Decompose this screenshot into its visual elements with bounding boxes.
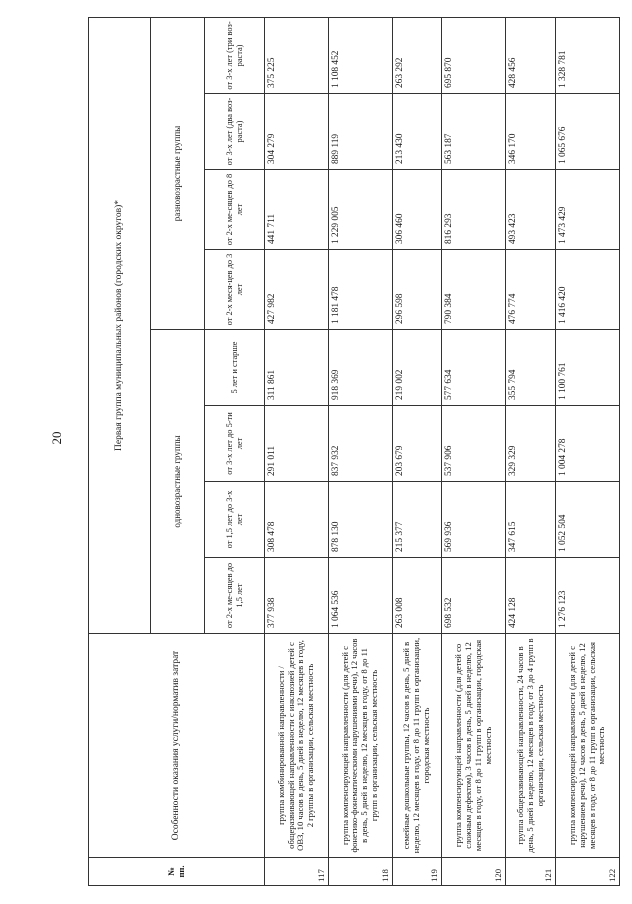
row-value: 213 430 [392,94,442,170]
row-value: 569 936 [442,482,506,558]
row-feature: группа компенсирующей направленности (для детей с нарушением речи), 12 часов в день, 5 дней в неделю, 12 месяцев в году, от 8 до 11 групп в организации, сельская местность [556,634,620,858]
cost-norms-table [88,17,620,886]
row-value: 428 456 [506,17,556,93]
row-value: 1 229 005 [328,170,392,250]
row-value: 790 384 [442,250,506,330]
table-row [328,17,392,885]
col-header: от 2-х ме-сяцев до 8 лет [205,170,265,250]
row-value: 306 460 [392,170,442,250]
row-value: 355 794 [506,330,556,406]
col-header: от 2-х меся-цев до 3 лет [205,250,265,330]
row-value: 1 064 536 [328,558,392,634]
row-value: 878 130 [328,482,392,558]
row-value: 837 932 [328,406,392,482]
row-number: 120 [442,858,506,886]
row-feature: группа комбинированной направленности / общеразвивающей направленности с инклюзией детей с ОВЗ, 10 часов в день, 5 дней в неделю, 12 месяцев в году, 2 группы в организации, сельская местность [265,634,329,858]
row-value: 1 108 452 [328,17,392,93]
table-row [506,17,556,885]
row-value: 219 002 [392,330,442,406]
row-value: 1 052 504 [556,482,620,558]
row-value: 563 187 [442,94,506,170]
table-row [392,17,442,885]
row-feature: группа общеразвивающей направленности, 24 часов в день, 5 дней в неделю, 12 месяцев в году, от 3 до 4 групп в организации, сельская местность [506,634,556,858]
col-header: от 3-х лет (два воз-раста) [205,94,265,170]
row-value: 215 377 [392,482,442,558]
row-value: 375 225 [265,17,329,93]
row-value: 695 870 [442,17,506,93]
header-num: № пп. [89,858,265,886]
table-row [556,17,620,885]
row-value: 329 329 [506,406,556,482]
row-feature: группа компенсирующей направленности (для детей со сложным дефектом), 3 часов в день, 5 дней в неделю, 12 месяцев в году, от 8 до 11 групп в организации, городская местность [442,634,506,858]
row-number: 118 [328,858,392,886]
row-value: 1 100 761 [556,330,620,406]
row-value: 918 369 [328,330,392,406]
row-value: 427 982 [265,250,329,330]
row-value: 377 938 [265,558,329,634]
rotated-table-container [88,18,620,886]
row-number: 117 [265,858,329,886]
row-value: 1 276 123 [556,558,620,634]
row-value: 493 423 [506,170,556,250]
row-value: 203 679 [392,406,442,482]
table-wrapper [88,18,620,886]
row-value: 1 181 478 [328,250,392,330]
row-value: 816 293 [442,170,506,250]
row-number: 122 [556,858,620,886]
row-number: 119 [392,858,442,886]
col-header: от 2-х ме-сяцев до 1,5 лет [205,558,265,634]
row-value: 308 478 [265,482,329,558]
row-value: 577 634 [442,330,506,406]
row-value: 1 416 420 [556,250,620,330]
row-value: 304 279 [265,94,329,170]
col-header: от 3-х лет (три воз-раста) [205,17,265,93]
table-row [265,17,329,885]
header-group-title: Первая группа муниципальных районов (городских округов)* [89,17,151,633]
row-value: 1 065 676 [556,94,620,170]
row-value: 263 008 [392,558,442,634]
row-feature: семейные дошкольные группы, 12 часов в день, 5 дней в неделю, 12 месяцев в году, от 8 до 11 групп в организации, городская местность [392,634,442,858]
row-value: 296 598 [392,250,442,330]
row-feature: группа компенсирующей направленности (для детей с фонетико-фонематическими нарушениями речи), 12 часов в день, 5 дней в неделю, 12 месяцев в году, от 8 до 11 групп в организации, сельская местность [328,634,392,858]
row-value: 441 711 [265,170,329,250]
row-value: 291 011 [265,406,329,482]
col-header: 5 лет и старше [205,330,265,406]
col-header: от 1,5 лет до 3-х лет [205,482,265,558]
row-value: 347 615 [506,482,556,558]
row-value: 476 774 [506,250,556,330]
row-value: 889 119 [328,94,392,170]
row-value: 346 170 [506,94,556,170]
row-value: 424 128 [506,558,556,634]
row-value: 1 328 781 [556,17,620,93]
row-value: 698 532 [442,558,506,634]
col-header: от 3-х лет до 5-ти лет [205,406,265,482]
row-value: 537 906 [442,406,506,482]
row-value: 263 292 [392,17,442,93]
header-single-age: одновозрастные группы [151,330,205,634]
table-row [442,17,506,885]
row-value: 1 473 429 [556,170,620,250]
header-feature: Особенности оказания услуги/норматив затрат [89,634,265,858]
header-mixed-age: разновозрастные группы [151,17,205,329]
row-value: 1 004 278 [556,406,620,482]
page-number: 20 [49,431,64,445]
row-number: 121 [506,858,556,886]
row-value: 311 861 [265,330,329,406]
